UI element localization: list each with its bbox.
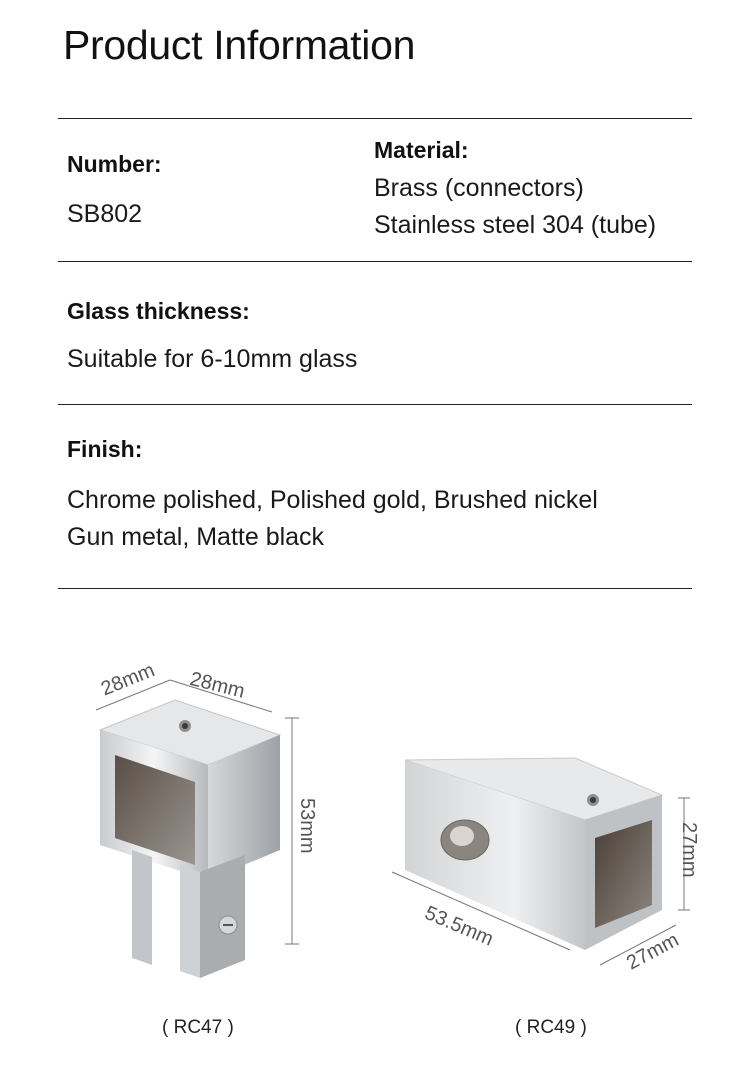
rc47-dim-width: 28mm — [98, 659, 158, 701]
rc49-dim-length: 53.5mm — [421, 902, 497, 951]
divider — [58, 588, 692, 589]
page-title: Product Information — [63, 22, 416, 68]
rc47-dim-height: 53mm — [296, 798, 318, 854]
divider — [58, 404, 692, 405]
glass-thickness-label: Glass thickness: — [67, 298, 250, 324]
material-value-1: Brass (connectors) — [374, 174, 584, 202]
rc49-dim-height: 27mm — [678, 822, 700, 878]
glass-thickness-value: Suitable for 6-10mm glass — [67, 345, 358, 373]
divider — [58, 118, 692, 119]
finish-value-1: Chrome polished, Polished gold, Brushed nickel — [67, 486, 598, 514]
rc47-dim-depth: 28mm — [187, 668, 247, 703]
number-value: SB802 — [67, 200, 143, 228]
rc49-dim-width: 27mm — [623, 928, 683, 975]
divider — [58, 261, 692, 262]
rc49-caption: ( RC49 ) — [515, 1017, 587, 1038]
rc47-product-image — [80, 660, 330, 990]
material-label: Material: — [374, 137, 469, 163]
rc47-caption: ( RC47 ) — [162, 1017, 234, 1038]
material-value-2: Stainless steel 304 (tube) — [374, 211, 657, 239]
finish-value-2: Gun metal, Matte black — [67, 523, 325, 551]
number-label: Number: — [67, 151, 162, 177]
finish-label: Finish: — [67, 436, 143, 462]
